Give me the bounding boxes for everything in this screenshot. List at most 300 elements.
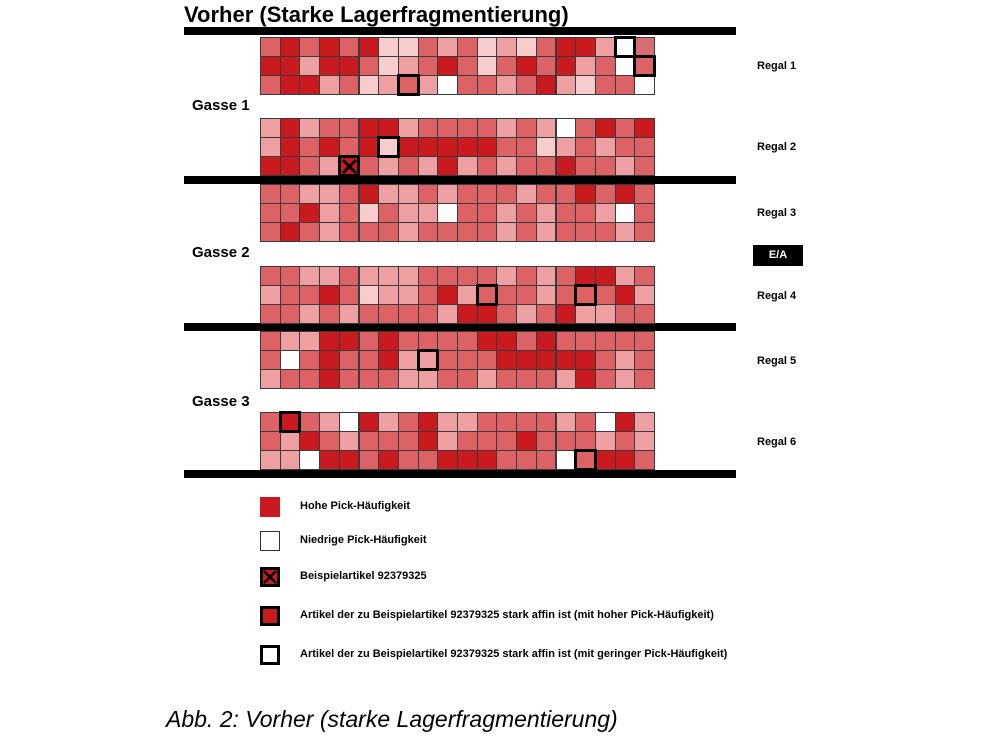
shelf-cell [496,450,517,470]
shelf-cell [536,75,557,95]
shelf-cell [516,222,537,242]
shelf-cell [556,350,577,370]
shelf-cell [398,56,419,76]
shelf-cell [536,369,557,389]
shelf-cell [359,450,380,470]
shelf-cell [260,266,281,286]
shelf-cell [575,369,596,389]
shelf-cell [319,266,340,286]
shelf-cell [457,331,478,351]
shelf-cell [457,222,478,242]
shelf-cell [556,450,577,470]
shelf-cell [437,203,458,223]
example-article-marker [338,155,361,177]
shelf-grid-5 [260,331,654,388]
legend-label-high: Hohe Pick-Häufigkeit [300,500,411,512]
shelf-cell [477,412,498,432]
shelf-cell [536,431,557,451]
shelf-cell [437,137,458,157]
shelf-cell [299,184,320,204]
shelf-cell [477,56,498,76]
shelf-cell [634,331,655,351]
shelf-cell [299,75,320,95]
shelf-cell [575,75,596,95]
shelf-cell [299,331,320,351]
shelf-cell [457,431,478,451]
shelf-cell [477,137,498,157]
shelf-cell [398,412,419,432]
shelf-label-4: Regal 4 [757,290,797,302]
shelf-cell [536,156,557,176]
shelf-cell [280,56,301,76]
shelf-cell [378,266,399,286]
shelf-cell [319,431,340,451]
shelf-cell [398,431,419,451]
shelf-cell [437,304,458,324]
shelf-cell [595,285,616,305]
shelf-cell [556,37,577,57]
shelf-cell [477,184,498,204]
shelf-cell [339,75,360,95]
shelf-cell [378,222,399,242]
shelf-cell [280,266,301,286]
shelf-cell [398,304,419,324]
shelf-cell [477,304,498,324]
shelf-cell [457,350,478,370]
shelf-cell [536,56,557,76]
shelf-cell [496,203,517,223]
shelf-cell [260,156,281,176]
shelf-cell [319,203,340,223]
shelf-cell [418,266,439,286]
shelf-cell [615,118,636,138]
shelf-cell [457,412,478,432]
shelf-cell [536,184,557,204]
shelf-grid-1 [260,37,654,94]
shelf-cell [536,285,557,305]
shelf-cell [516,203,537,223]
shelf-cell [339,266,360,286]
shelf-cell [260,431,281,451]
shelf-cell [556,75,577,95]
legend-label-example: Beispielartikel 92379325 [300,570,427,582]
shelf-cell [634,75,655,95]
shelf-cell [299,266,320,286]
legend-swatch-affine-high [260,606,280,626]
shelf-cell [516,285,537,305]
shelf-cell [556,331,577,351]
shelf-cell [595,37,616,57]
shelf-cell [556,369,577,389]
shelf-cell [418,137,439,157]
shelf-cell [634,184,655,204]
shelf-cell [418,37,439,57]
shelf-cell [378,412,399,432]
shelf-cell [418,304,439,324]
shelf-cell [516,156,537,176]
shelf-cell [595,156,616,176]
shelf-cell [319,350,340,370]
shelf-cell [496,412,517,432]
shelf-cell [260,450,281,470]
legend-swatch-low [260,531,280,551]
shelf-cell [556,304,577,324]
shelf-cell [457,369,478,389]
shelf-cell [457,285,478,305]
shelf-cell [477,285,498,305]
shelf-cell [457,56,478,76]
shelf-cell [575,156,596,176]
shelf-cell [496,75,517,95]
shelf-cell [378,369,399,389]
shelf-cell [260,331,281,351]
shelf-cell [496,184,517,204]
shelf-cell [299,203,320,223]
shelf-cell [359,37,380,57]
shelf-cell [536,266,557,286]
shelf-cell [477,450,498,470]
shelf-cell [595,331,616,351]
shelf-cell [319,184,340,204]
shelf-cell [398,156,419,176]
shelf-cell [437,350,458,370]
shelf-cell [496,118,517,138]
shelf-cell [516,75,537,95]
shelf-cell [536,412,557,432]
shelf-cell [516,431,537,451]
shelf-cell [359,304,380,324]
shelf-cell [457,184,478,204]
shelf-cell [359,222,380,242]
shelf-cell [575,431,596,451]
shelf-cell [280,118,301,138]
shelf-cell [418,184,439,204]
shelf-cell [595,75,616,95]
shelf-cell [496,37,517,57]
shelf-cell [575,222,596,242]
shelf-cell [595,222,616,242]
shelf-cell [260,369,281,389]
shelf-cell [496,331,517,351]
shelf-cell [418,450,439,470]
shelf-cell [260,37,281,57]
shelf-cell [437,331,458,351]
shelf-cell [516,37,537,57]
shelf-cell [615,156,636,176]
aisle-label-3: Gasse 3 [192,393,250,410]
shelf-cell [516,369,537,389]
shelf-cell [634,56,655,76]
shelf-cell [280,137,301,157]
shelf-cell [359,369,380,389]
shelf-cell [437,285,458,305]
shelf-cell [457,450,478,470]
shelf-cell [634,203,655,223]
shelf-cell [299,350,320,370]
shelf-cell [556,412,577,432]
shelf-cell [359,137,380,157]
shelf-cell [536,331,557,351]
shelf-cell [280,184,301,204]
shelf-cell [359,266,380,286]
shelf-cell [615,412,636,432]
shelf-cell [477,350,498,370]
shelf-cell [496,431,517,451]
shelf-cell [634,222,655,242]
shelf-cell [477,369,498,389]
shelf-cell [516,412,537,432]
shelf-cell [556,156,577,176]
shelf-cell [398,184,419,204]
shelf-cell [457,118,478,138]
shelf-cell [339,412,360,432]
shelf-cell [339,137,360,157]
shelf-cell [299,137,320,157]
shelf-cell [477,431,498,451]
shelf-cell [516,450,537,470]
shelf-cell [260,304,281,324]
shelf-cell [418,56,439,76]
shelf-cell [595,304,616,324]
shelf-cell [339,118,360,138]
shelf-cell [477,118,498,138]
shelf-cell [477,156,498,176]
io-point-label: E/A [753,245,803,266]
shelf-cell [556,56,577,76]
shelf-cell [359,412,380,432]
shelf-cell [319,369,340,389]
shelf-cell [299,285,320,305]
shelf-cell [339,285,360,305]
shelf-cell [536,350,557,370]
shelf-cell [615,369,636,389]
shelf-cell [260,118,281,138]
shelf-cell [260,75,281,95]
shelf-cell [575,56,596,76]
shelf-cell [556,203,577,223]
shelf-cell [418,203,439,223]
shelf-label-5: Regal 5 [757,355,797,367]
shelf-cell [615,137,636,157]
cross-icon [263,570,277,584]
shelf-cell [418,412,439,432]
shelf-cell [595,118,616,138]
shelf-cell [437,431,458,451]
shelf-cell [595,450,616,470]
shelf-cell [280,412,301,432]
legend-swatch-high [260,497,280,517]
shelf-cell [634,431,655,451]
shelf-cell [280,304,301,324]
shelf-cell [457,37,478,57]
shelf-cell [496,369,517,389]
shelf-cell [615,350,636,370]
shelf-cell [615,431,636,451]
shelf-cell [378,56,399,76]
shelf-cell [496,137,517,157]
shelf-grid-2 [260,118,654,175]
shelf-cell [359,431,380,451]
shelf-cell [378,37,399,57]
shelf-cell [477,75,498,95]
shelf-cell [280,350,301,370]
shelf-cell [595,350,616,370]
shelf-cell [398,331,419,351]
shelf-cell [339,350,360,370]
shelf-cell [418,156,439,176]
shelf-cell [615,266,636,286]
shelf-cell [634,350,655,370]
shelf-cell [516,184,537,204]
shelf-cell [339,222,360,242]
shelf-cell [260,285,281,305]
shelf-cell [536,203,557,223]
shelf-cell [477,203,498,223]
shelf-cell [280,369,301,389]
shelf-cell [260,203,281,223]
shelf-cell [319,118,340,138]
shelf-cell [595,431,616,451]
shelf-cell [260,412,281,432]
shelf-cell [615,304,636,324]
shelf-cell [496,266,517,286]
shelf-cell [299,431,320,451]
shelf-cell [595,137,616,157]
shelf-cell [437,118,458,138]
shelf-cell [575,137,596,157]
shelf-cell [595,266,616,286]
shelf-cell [339,450,360,470]
shelf-cell [299,369,320,389]
shelf-cell [536,37,557,57]
shelf-cell [496,156,517,176]
shelf-cell [634,137,655,157]
shelf-cell [556,285,577,305]
shelf-cell [457,266,478,286]
shelf-cell [280,331,301,351]
shelf-cell [615,56,636,76]
shelf-cell [615,203,636,223]
shelf-cell [378,331,399,351]
shelf-cell [359,118,380,138]
shelf-cell [575,285,596,305]
legend-swatch-affine-low [260,645,280,665]
shelf-cell [260,350,281,370]
shelf-cell [496,285,517,305]
shelf-cell [477,266,498,286]
wall-bar-aisle-2 [184,323,736,331]
shelf-cell [378,137,399,157]
legend-label-affine-low: Artikel der zu Beispielartikel 92379325 stark affin ist (mit geringer Pick-Häufigkeit) [300,648,728,660]
shelf-cell [536,304,557,324]
shelf-cell [319,285,340,305]
shelf-cell [359,350,380,370]
shelf-cell [536,222,557,242]
legend-label-affine-high: Artikel der zu Beispielartikel 92379325 stark affin ist (mit hoher Pick-Häufigkeit) [300,609,714,621]
shelf-cell [339,304,360,324]
shelf-cell [536,137,557,157]
shelf-cell [418,118,439,138]
shelf-cell [615,184,636,204]
shelf-cell [418,222,439,242]
shelf-cell [437,37,458,57]
shelf-cell [457,304,478,324]
shelf-cell [280,431,301,451]
shelf-cell [378,184,399,204]
shelf-grid-4 [260,266,654,323]
shelf-cell [437,56,458,76]
shelf-cell [595,203,616,223]
shelf-cell [378,118,399,138]
shelf-cell [575,118,596,138]
shelf-cell [359,156,380,176]
shelf-cell [595,412,616,432]
shelf-cell [615,285,636,305]
wall-bar-aisle-1 [184,176,736,184]
shelf-cell [615,450,636,470]
shelf-cell [536,118,557,138]
aisle-label-2: Gasse 2 [192,244,250,261]
shelf-cell [556,184,577,204]
shelf-cell [556,431,577,451]
shelf-cell [516,304,537,324]
shelf-cell [398,266,419,286]
shelf-cell [280,203,301,223]
shelf-cell [496,350,517,370]
shelf-cell [319,37,340,57]
shelf-cell [516,56,537,76]
shelf-cell [634,412,655,432]
shelf-cell [319,304,340,324]
shelf-label-2: Regal 2 [757,141,797,153]
shelf-cell [437,222,458,242]
shelf-cell [299,118,320,138]
shelf-cell [575,266,596,286]
shelf-cell [359,285,380,305]
shelf-cell [260,137,281,157]
shelf-cell [575,412,596,432]
shelf-cell [378,304,399,324]
shelf-cell [418,350,439,370]
shelf-label-3: Regal 3 [757,207,797,219]
shelf-cell [280,75,301,95]
shelf-cell [280,450,301,470]
shelf-cell [437,412,458,432]
shelf-cell [615,222,636,242]
shelf-label-6: Regal 6 [757,436,797,448]
shelf-cell [516,350,537,370]
shelf-cell [615,331,636,351]
shelf-cell [339,331,360,351]
shelf-cell [398,118,419,138]
shelf-cell [457,137,478,157]
shelf-cell [477,222,498,242]
shelf-cell [339,56,360,76]
wall-bar-bottom [184,470,736,478]
shelf-cell [575,350,596,370]
shelf-cell [359,203,380,223]
shelf-cell [299,156,320,176]
shelf-cell [319,75,340,95]
shelf-cell [556,222,577,242]
shelf-cell [575,37,596,57]
shelf-cell [260,222,281,242]
shelf-cell [319,331,340,351]
shelf-cell [299,56,320,76]
shelf-cell [378,285,399,305]
shelf-cell [280,222,301,242]
shelf-cell [280,156,301,176]
